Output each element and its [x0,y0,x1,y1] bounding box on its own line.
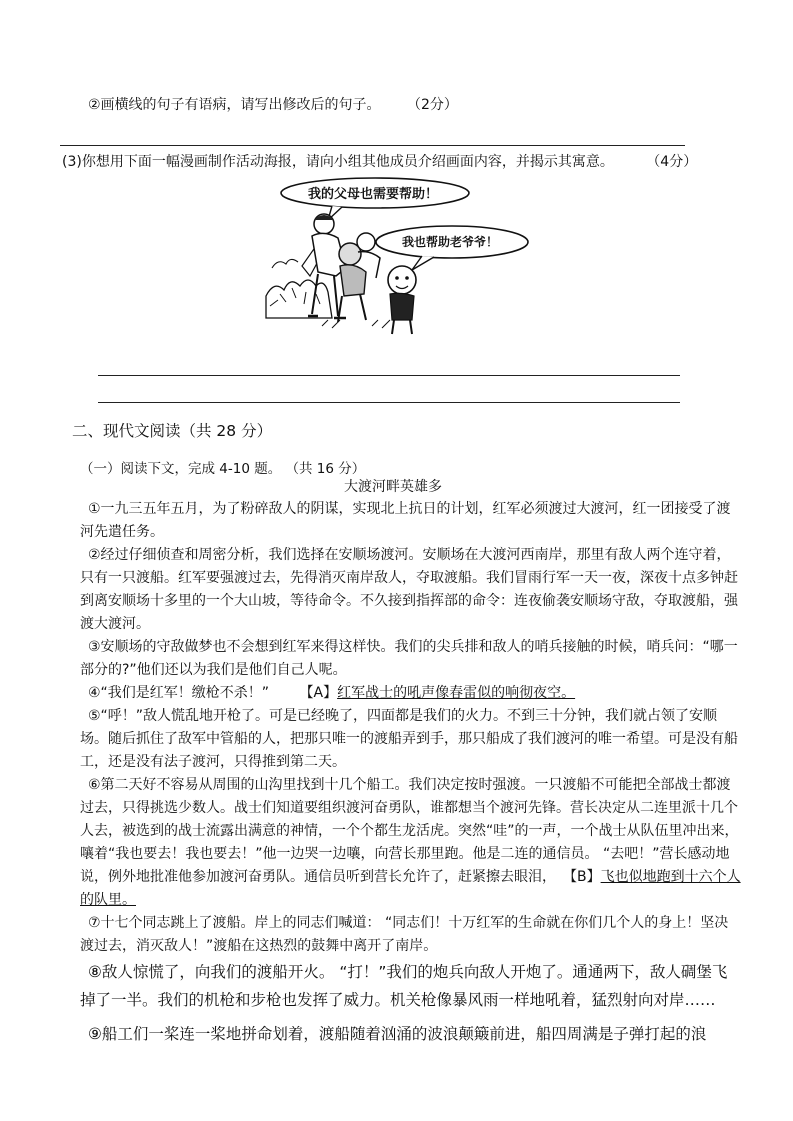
paragraph-4-quote: ④“我们是红军！缴枪不杀！” [88,685,270,701]
article-title: 大渡河畔英雄多 [344,479,442,495]
question-3-text: (3)你想用下面一幅漫画制作活动海报，请向小组其他成员介绍画面内容，并揭示其寓意。 [62,154,614,170]
paragraph-3: ③安顺场的守敌做梦也不会想到红军来得这样快。我们的尖兵排和敌人的哨兵接触的时候，哨兵问：“哪一部分的?”他们还以为我们是他们自己人呢。 [80,639,738,678]
cartoon-bubble-2: 我也帮助老爷爷！ [402,235,499,249]
question-2 [88,94,458,114]
part-instruction: （一）阅读下文，完成 4-10 题。 （共 16 分） [80,461,366,477]
paragraph-2: ②经过仔细侦查和周密分析，我们选择在安顺场渡河。安顺场在大渡河西南岸，那里有敌人两个连守着，只有一只渡船。红军要强渡过去，先得消灭南岸敌人，夺取渡船。我们冒雨行军一天一夜，深夜十点多钟赶到离安顺场十多里的一个大山坡，等待命令。不久接到指挥部的命令：连夜偷袭安顺场守敌，夺取渡船，强渡大渡河。 [80,547,738,632]
marker-b: 【B】 [570,869,601,885]
paragraph-9: ⑨船工们一桨连一桨地拼命划着，渡船随着汹涌的波浪颠簸前进，船四周满是子弹打起的浪 [88,1025,707,1043]
question-3 [62,151,697,171]
paragraph-5: ⑤“呼！”敌人慌乱地开枪了。可是已经晚了，四面都是我们的火力。不到三十分钟，我们就占领了安顺场。随后抓住了敌军中管船的人，把那只唯一的渡船弄到手，那只船成了我们渡河的唯一希望。可是没有船工，还是没有法子渡河，只得推到第二天。 [80,708,738,770]
answer-line-q2 [60,145,685,146]
paragraph-8: ⑧敌人惊慌了，向我们的渡船开火。 “打！”我们的炮兵向敌人开炮了。通通两下，敌人碉堡飞掉了一半。我们的机枪和步枪也发挥了威力。机关枪像暴风雨一样地吼着，猛烈射向对岸…… [80,963,728,1009]
paragraph-7: ⑦十七个同志跳上了渡船。岸上的同志们喊道： “同志们！十万红军的生命就在你们几个人的身上！坚决渡过去，消灭敌人！”渡船在这热烈的鼓舞中离开了南岸。 [80,915,729,954]
cartoon-image [262,176,534,348]
paragraph-1: ①一九三五年五月，为了粉碎敌人的阴谋，实现北上抗日的计划，红军必须渡过大渡河，红一团接受了渡河先遣任务。 [80,501,731,540]
answer-line-q3-2 [98,402,680,403]
paragraph-6-underlined: 飞也似地跑到十六个人的队里。 [80,869,741,908]
marker-a: 【A】 [299,685,338,701]
paragraph-6 [80,774,742,912]
paragraph-4-underlined: 红军战士的吼声像春雷似的响彻夜空。 [337,685,576,701]
answer-line-q3-1 [98,375,680,376]
question-3-score: （4分） [646,154,698,170]
paragraph-4 [80,682,742,705]
cartoon-bubble-1: 我的父母也需要帮助！ [308,187,439,202]
section-heading: 二、现代文阅读（共 28 分） [72,422,273,440]
question-2-text: ②画横线的句子有语病，请写出修改后的句子。 [88,97,381,113]
paragraph-6-text: ⑥第二天好不容易从周围的山沟里找到十几个船工。我们决定按时强渡。一只渡船不可能把全部战士都渡过去，只得挑选少数人。战士们知道要组织渡河奋勇队，谁都想当个渡河先锋。营长决定从二连里派十几个人去，被选到的战士流露出满意的神情，一个个都生龙活虎。突然“哇”的一声，一个战士从队伍里冲出来，嚷着“我也要去！我也要去！”他一边哭一边嚷，向营长那里跑。他是二连的通信员。 “去吧！”营长感动地说，例外地批准他参加渡河奋勇队。通信员听到营长允许了，赶紧擦去眼泪， [80,777,739,885]
article-body [80,498,742,1048]
question-2-score: （2分） [407,97,458,113]
